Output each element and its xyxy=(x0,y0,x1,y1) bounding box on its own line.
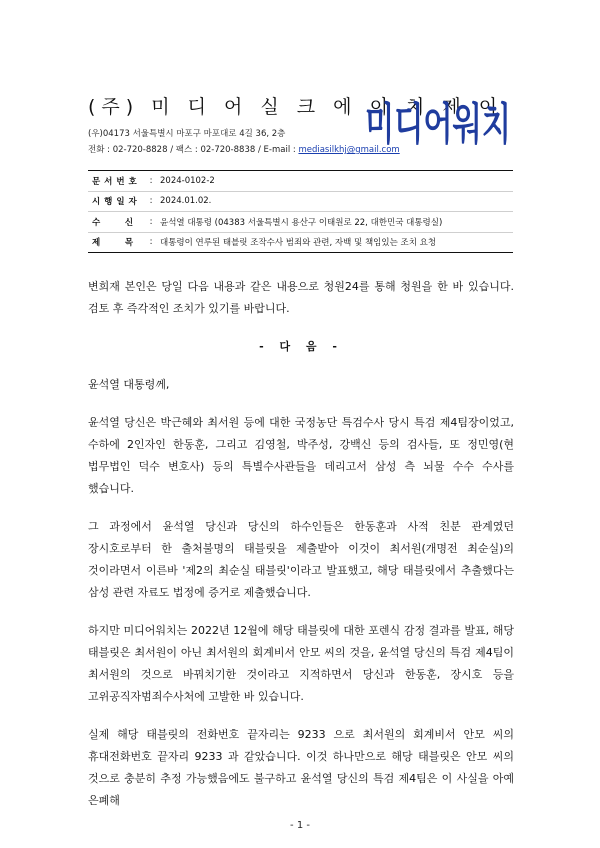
subject-value: 대통령이 연루된 태블릿 조작수사 범죄와 관련, 자백 및 책임있는 조치 요청 xyxy=(160,238,437,249)
logo-text: 미디어워치 xyxy=(365,99,511,150)
mediawatch-logo-mark xyxy=(364,93,512,150)
body-paragraph: 하지만 미디어워치는 2022년 12월에 해당 태블릿에 대한 포렌식 감정 결과를 발표, 해당 태블릿은 최서원이 아닌 최서원의 회계비서 안모 씨의 것을, 윤석열 당신의 특검 제4팀이 최서원의 것으로 바꿔치기한 것이라고 지적하면서 당신과 한동훈, 장시호 등을 고위공직자범죄수사처에 고발한 바 있습니다. xyxy=(88,624,514,703)
company-address: (우)04173 서울특별시 마포구 마포대로 4길 36, 2층 xyxy=(88,129,286,139)
header-separator: : xyxy=(149,196,153,207)
header-separator: : xyxy=(149,175,153,186)
greeting: 윤석열 대통령께, xyxy=(88,378,170,391)
header-separator: : xyxy=(149,216,153,227)
header-separator: : xyxy=(149,237,153,248)
header-row-subject xyxy=(88,233,513,253)
document-header-table xyxy=(88,170,513,253)
recipient-value: 윤석열 대통령 (04383 서울특별시 용산구 이태원로 22, 대한민국 대통령실) xyxy=(160,217,443,228)
body-paragraph: 윤석열 당신은 박근혜와 최서원 등에 대한 국정농단 특검수사 당시 특검 제4팀장이었고, 수하에 2인자인 한동훈, 그리고 김영철, 박주성, 강백신 등의 검사들, 또 정민영(현 법무법인 덕수 변호사) 등의 특별수사관들을 데리고서 삼성 측 뇌물 수수 수사를 했습니다. xyxy=(88,416,514,495)
header-row-recipient xyxy=(88,212,513,233)
company-name: (주) 미 디 어 실 크 에 이 치 제 이 xyxy=(88,96,504,118)
recipient-label: 수 신 xyxy=(92,217,134,228)
page-number: - 1 - xyxy=(290,820,310,831)
mediawatch-logo xyxy=(364,93,512,150)
intro-paragraph: 변희재 본인은 당일 다음 내용과 같은 내용으로 청원24를 통해 청원을 한 바 있습니다. 검토 후 즉각적인 조치가 있기를 바랍니다. xyxy=(88,280,514,315)
date-value: 2024.01.02. xyxy=(160,196,212,207)
phone-fax: 전화 : 02-720-8828 / 팩스 : 02-720-8838 / E-mail : xyxy=(88,145,299,155)
date-label: 시 행 일 자 xyxy=(92,197,138,208)
header-row-doc-number xyxy=(88,171,513,192)
company-contact xyxy=(88,143,400,155)
body-paragraph: 그 과정에서 윤석열 당신과 당신의 하수인들은 한동훈과 사적 친분 관계였던 장시호로부터 한 출처불명의 태블릿을 제출받아 이것이 최서원(개명전 최순실)의 것이라면서 이른바 '제2의 최순실 태블릿'이라고 발표했고, 해당 태블릿에서 추출했다는 삼성 관련 자료도 법정에 증거로 제출했습니다. xyxy=(88,520,514,599)
doc-number-label: 문 서 번 호 xyxy=(92,176,138,187)
section-title: - 다 음 - xyxy=(259,340,343,353)
body-paragraph: 실제 해당 태블릿의 전화번호 끝자리는 9233 으로 최서원의 회계비서 안모 씨의 휴대전화번호 끝자리 9233 과 같았습니다. 이것 하나만으로 해당 태블릿은 안모 씨의 것으로 충분히 추정 가능했음에도 불구하고 윤석열 당신의 특검 제4팀은 이 사실을 아예 은폐해 xyxy=(88,728,514,807)
doc-number-value: 2024-0102-2 xyxy=(160,175,215,186)
header-row-date xyxy=(88,192,513,213)
email-link[interactable]: mediasilkhj@gmail.com xyxy=(298,145,400,155)
subject-label: 제 목 xyxy=(92,238,134,249)
document-body xyxy=(88,276,514,828)
